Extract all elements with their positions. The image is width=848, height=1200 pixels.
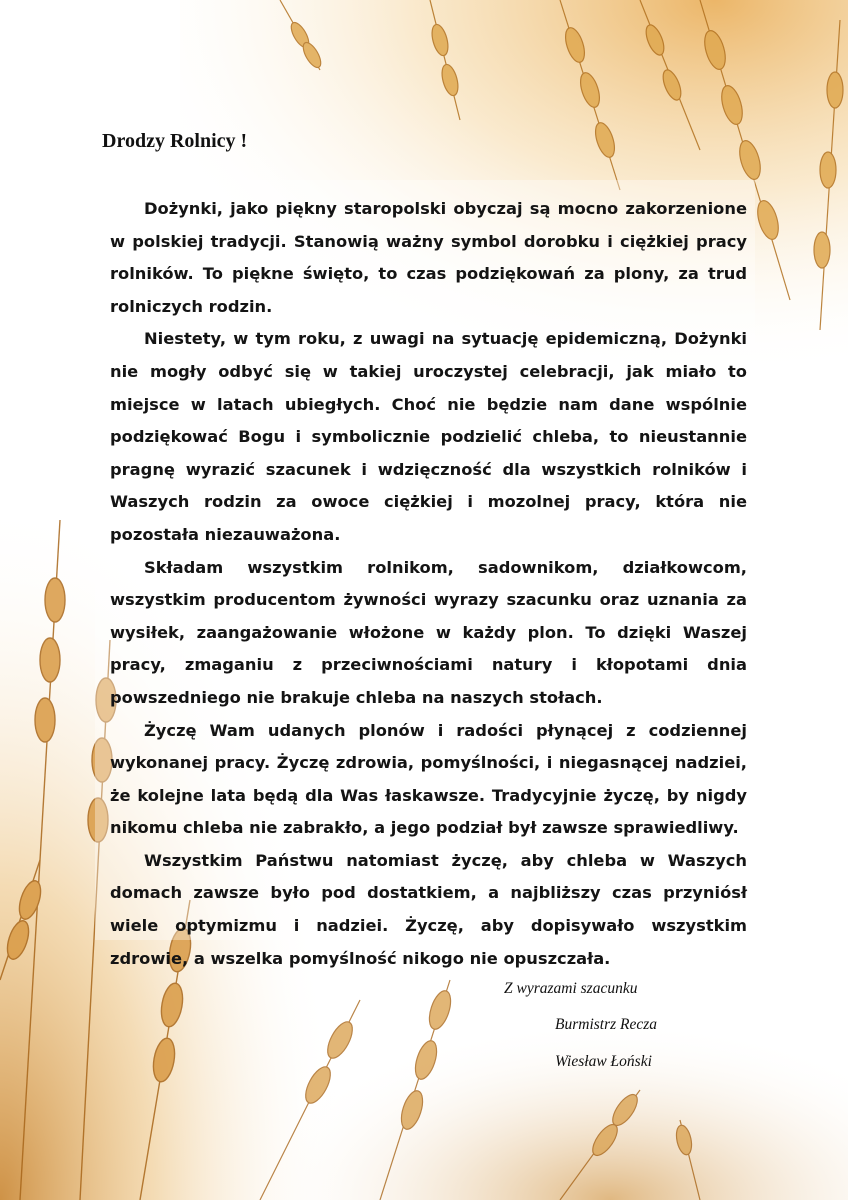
- paragraph-5: Wszystkim Państwu natomiast życzę, aby chleba w Waszych domach zawsze było pod dostatkiem, a najbliższy czas przyniósł wiele optymizmu i nadziei. Życzę, aby dopisywało wszystkim zdrowie, a wszelka pomyślność nikogo nie opuszczała.: [110, 850, 747, 968]
- letter-greeting: Drodzy Rolnicy !: [102, 130, 248, 152]
- signature-name: Wiesław Łoński: [555, 1053, 652, 1070]
- paragraph-1: Dożynki, jako piękny staropolski obyczaj są mocno zakorzenione w polskiej tradycji. Stanowią ważny symbol dorobku i ciężkiej pracy rolników. To piękne święto, to czas podziękowań za plony, za trud rolniczych rodzin.: [110, 199, 747, 316]
- signature-closing: Z wyrazami szacunku: [504, 980, 638, 997]
- paragraph-2: Niestety, w tym roku, z uwagi na sytuację epidemiczną, Dożynki nie mogły odbyć się w takiej uroczystej celebracji, jak miało to miejsce w latach ubiegłych. Choć nie będzie nam dane wspólnie podziękować Bogu i symbolicznie podzielić chleba, to nieustannie pragnę wyrazić szacunek i wdzięczność dla wszystkich rolników i Waszych rodzin za owoce ciężkiej i mozolnej pracy, która nie pozostała niezauważona.: [110, 329, 747, 544]
- paragraph-4: Życzę Wam udanych plonów i radości płynącej z codziennej wykonanej pracy. Życzę zdrowia, pomyślności, i niegasnącej nadziei, że kolejne lata będą dla Was łaskawsze. Tradycyjnie życzę, by nigdy nikomu chleba nie zabrakło, a jego podział był zawsze sprawiedliwy.: [110, 720, 747, 838]
- letter-body: [110, 193, 747, 975]
- paragraph-3: Składam wszystkim rolnikom, sadownikom, działkowcom, wszystkim producentom żywności wyrazy szacunku oraz uznania za wysiłek, zaangażowanie włożone w każdy plon. To dzięki Waszej pracy, zmaganiu z przeciwnościami natury i kłopotami dnia powszedniego nie brakuje chleba na naszych stołach.: [110, 557, 747, 707]
- signature-title: Burmistrz Recza: [555, 1016, 658, 1033]
